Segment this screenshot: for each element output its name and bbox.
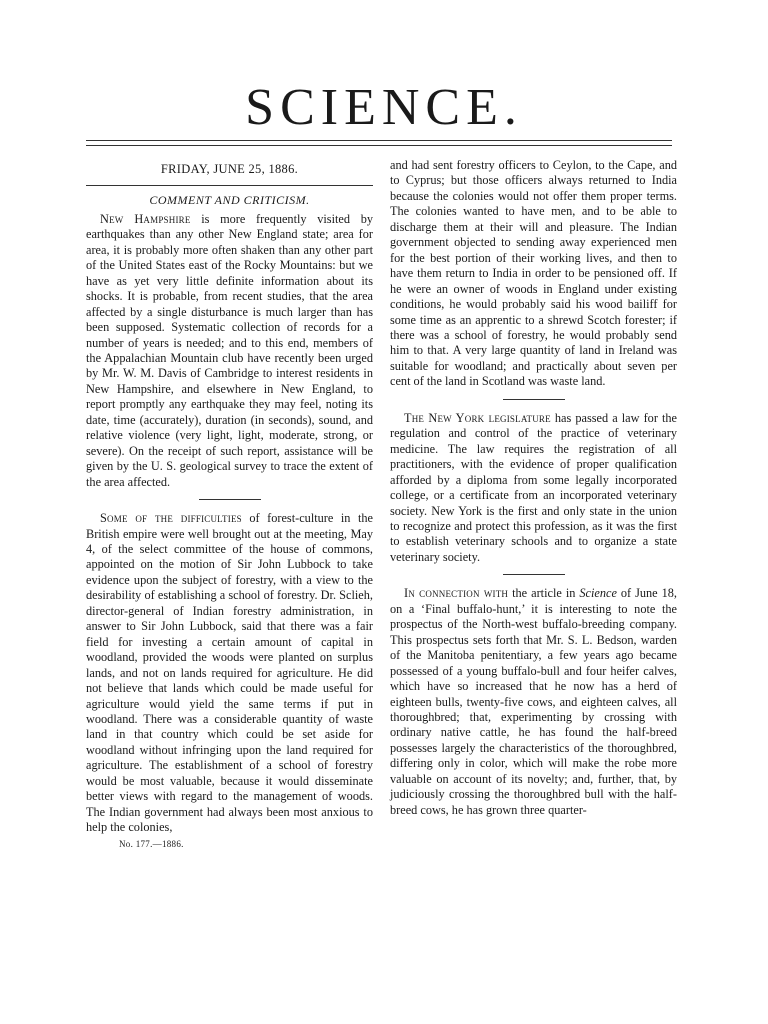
paragraph-forestry-continued: and had sent forestry officers to Ceylon, to the Cape, and to Cyprus; but those officers always returned to India because the colonies would not offer them proper terms. The colonies wanted to have men, and to be able to discharge them at their will and pleasure. The Indian government objected to sending away experienced men for the best portion of their working lives, and then to have them return to India in order to be pensioned off. If he were an owner of woods in England under existing conditions, he would probably said his wood bailiff for some time as an apprentic to a shrewd Scotch forester; if there was a school of forestry, he would probably send him to that. A very large quantity of land in Ireland was suitable for woodland; and practically about seven per cent of the land in Scotland was waste land. [390, 158, 677, 389]
lead-words: The New York legislature [404, 410, 551, 425]
lead-words: In connection with [404, 586, 509, 601]
right-column [390, 158, 677, 818]
section-separator [503, 574, 565, 575]
journal-masthead: SCIENCE. [245, 79, 523, 136]
left-column [86, 158, 373, 852]
paragraph-buffalo-breeding [390, 586, 677, 818]
paragraph-text: of June 18, on a ‘Final buffalo-hunt,’ it is interesting to note the prospectus of the North-west buffalo-breeding company. This prospectus sets forth that Mr. S. L. Bedson, warden of the Manitoba penitentiary, a few years ago became possessed of a young buffalo-bull and four heifer calves, which have so increased that he now has a herd of eighteen bulls, twenty-five cows, and eighteen calves, all thoroughbred; that, experimenting by crossing with ordinary native cattle, he has found the half-breed possesses largely the characteristics of the thoroughbred, differing only in color, which will make the robe more valuable on account of its novelty; and, further, that, by judiciously crossing the thoroughbred bull with the half-breed cows, he has grown three quarter- [390, 586, 677, 817]
lead-words: Some of the difficulties [100, 511, 242, 526]
lead-words: New Hampshire [100, 211, 191, 226]
paragraph-text: of forest-culture in the British empire were well brought out at the meeting, May 4, of the select committee of the house of commons, appointed on the motion of Sir John Lubbock to take evidence upon the subject of forestry, with a view to the desirability of establishing a school of forestry. Dr. Sclieh, director-general of Indian forestry administration, in answer to Sir John Lubbock, said that there was a fair field for investing a certain amount of capital in woodland, provided the woods were planted on surplus lands, and not on lands required for agriculture. He did not believe that lands which could be made useful for agriculture would yield the same terms if put in woodland. There was a considerable quantity of waste land in that country which could be set aside for woodland without infringing upon the land required for agriculture. The establishment of a school of forestry would be most valuable, because it would disseminate better views with regard to the management of woods. The Indian government had always been most anxious to help the colonies, [86, 511, 373, 835]
section-separator [199, 499, 261, 500]
journal-title-italic: Science [579, 586, 617, 601]
paragraph-text: is more frequently visited by earthquakes than any other New England state; area for area, it is probably more often shaken than any other part of the United States east of the Rocky Mountains: but we have as yet very little definite information about its shocks. It is probable, from recent studies, that the area affected by a single disturbance is much larger than has been supposed. Systematic collection of records for a number of years is needed; and to this end, members of the Appalachian Mountain club have recently been urged by Mr. W. M. Davis of Cambridge to interest residents in New Hampshire, and elsewhere in New England, to report promptly any earthquake they may feel, noting its date, time (accurately), duration (in seconds), sound, and relative violence (very light, light, moderate, strong, or severe). On the receipt of such report, assistance will be given by the U. S. geological survey to trace the extent of the area affected. [86, 211, 374, 489]
section-separator [503, 399, 565, 400]
paragraph-text: has passed a law for the regulation and control of the practice of veterinary medicine. The law requires the registration of all practitioners, with the evidence of proper qualification afforded by a diploma from some legally incorporated college, or a certificate from an incorporated veterinary society. New York is the first and only state in the union to recognize and protect this profession, as it was the first to establish veterinary schools and to organize a state veterinary society. [390, 410, 678, 564]
section-heading: COMMENT AND CRITICISM. [149, 193, 310, 208]
paragraph-text: the article in [508, 586, 580, 601]
paragraph-veterinary-law [390, 411, 677, 566]
masthead-rule-bottom [86, 145, 672, 146]
paragraph-new-hampshire-earthquakes [86, 212, 373, 490]
issue-dateline: FRIDAY, JUNE 25, 1886. [160, 162, 299, 176]
issue-number-footer: No. 177.—1886. [119, 838, 184, 849]
masthead-rule-top [86, 140, 672, 141]
dateline-rule [86, 185, 373, 186]
paragraph-forest-culture [86, 511, 373, 836]
